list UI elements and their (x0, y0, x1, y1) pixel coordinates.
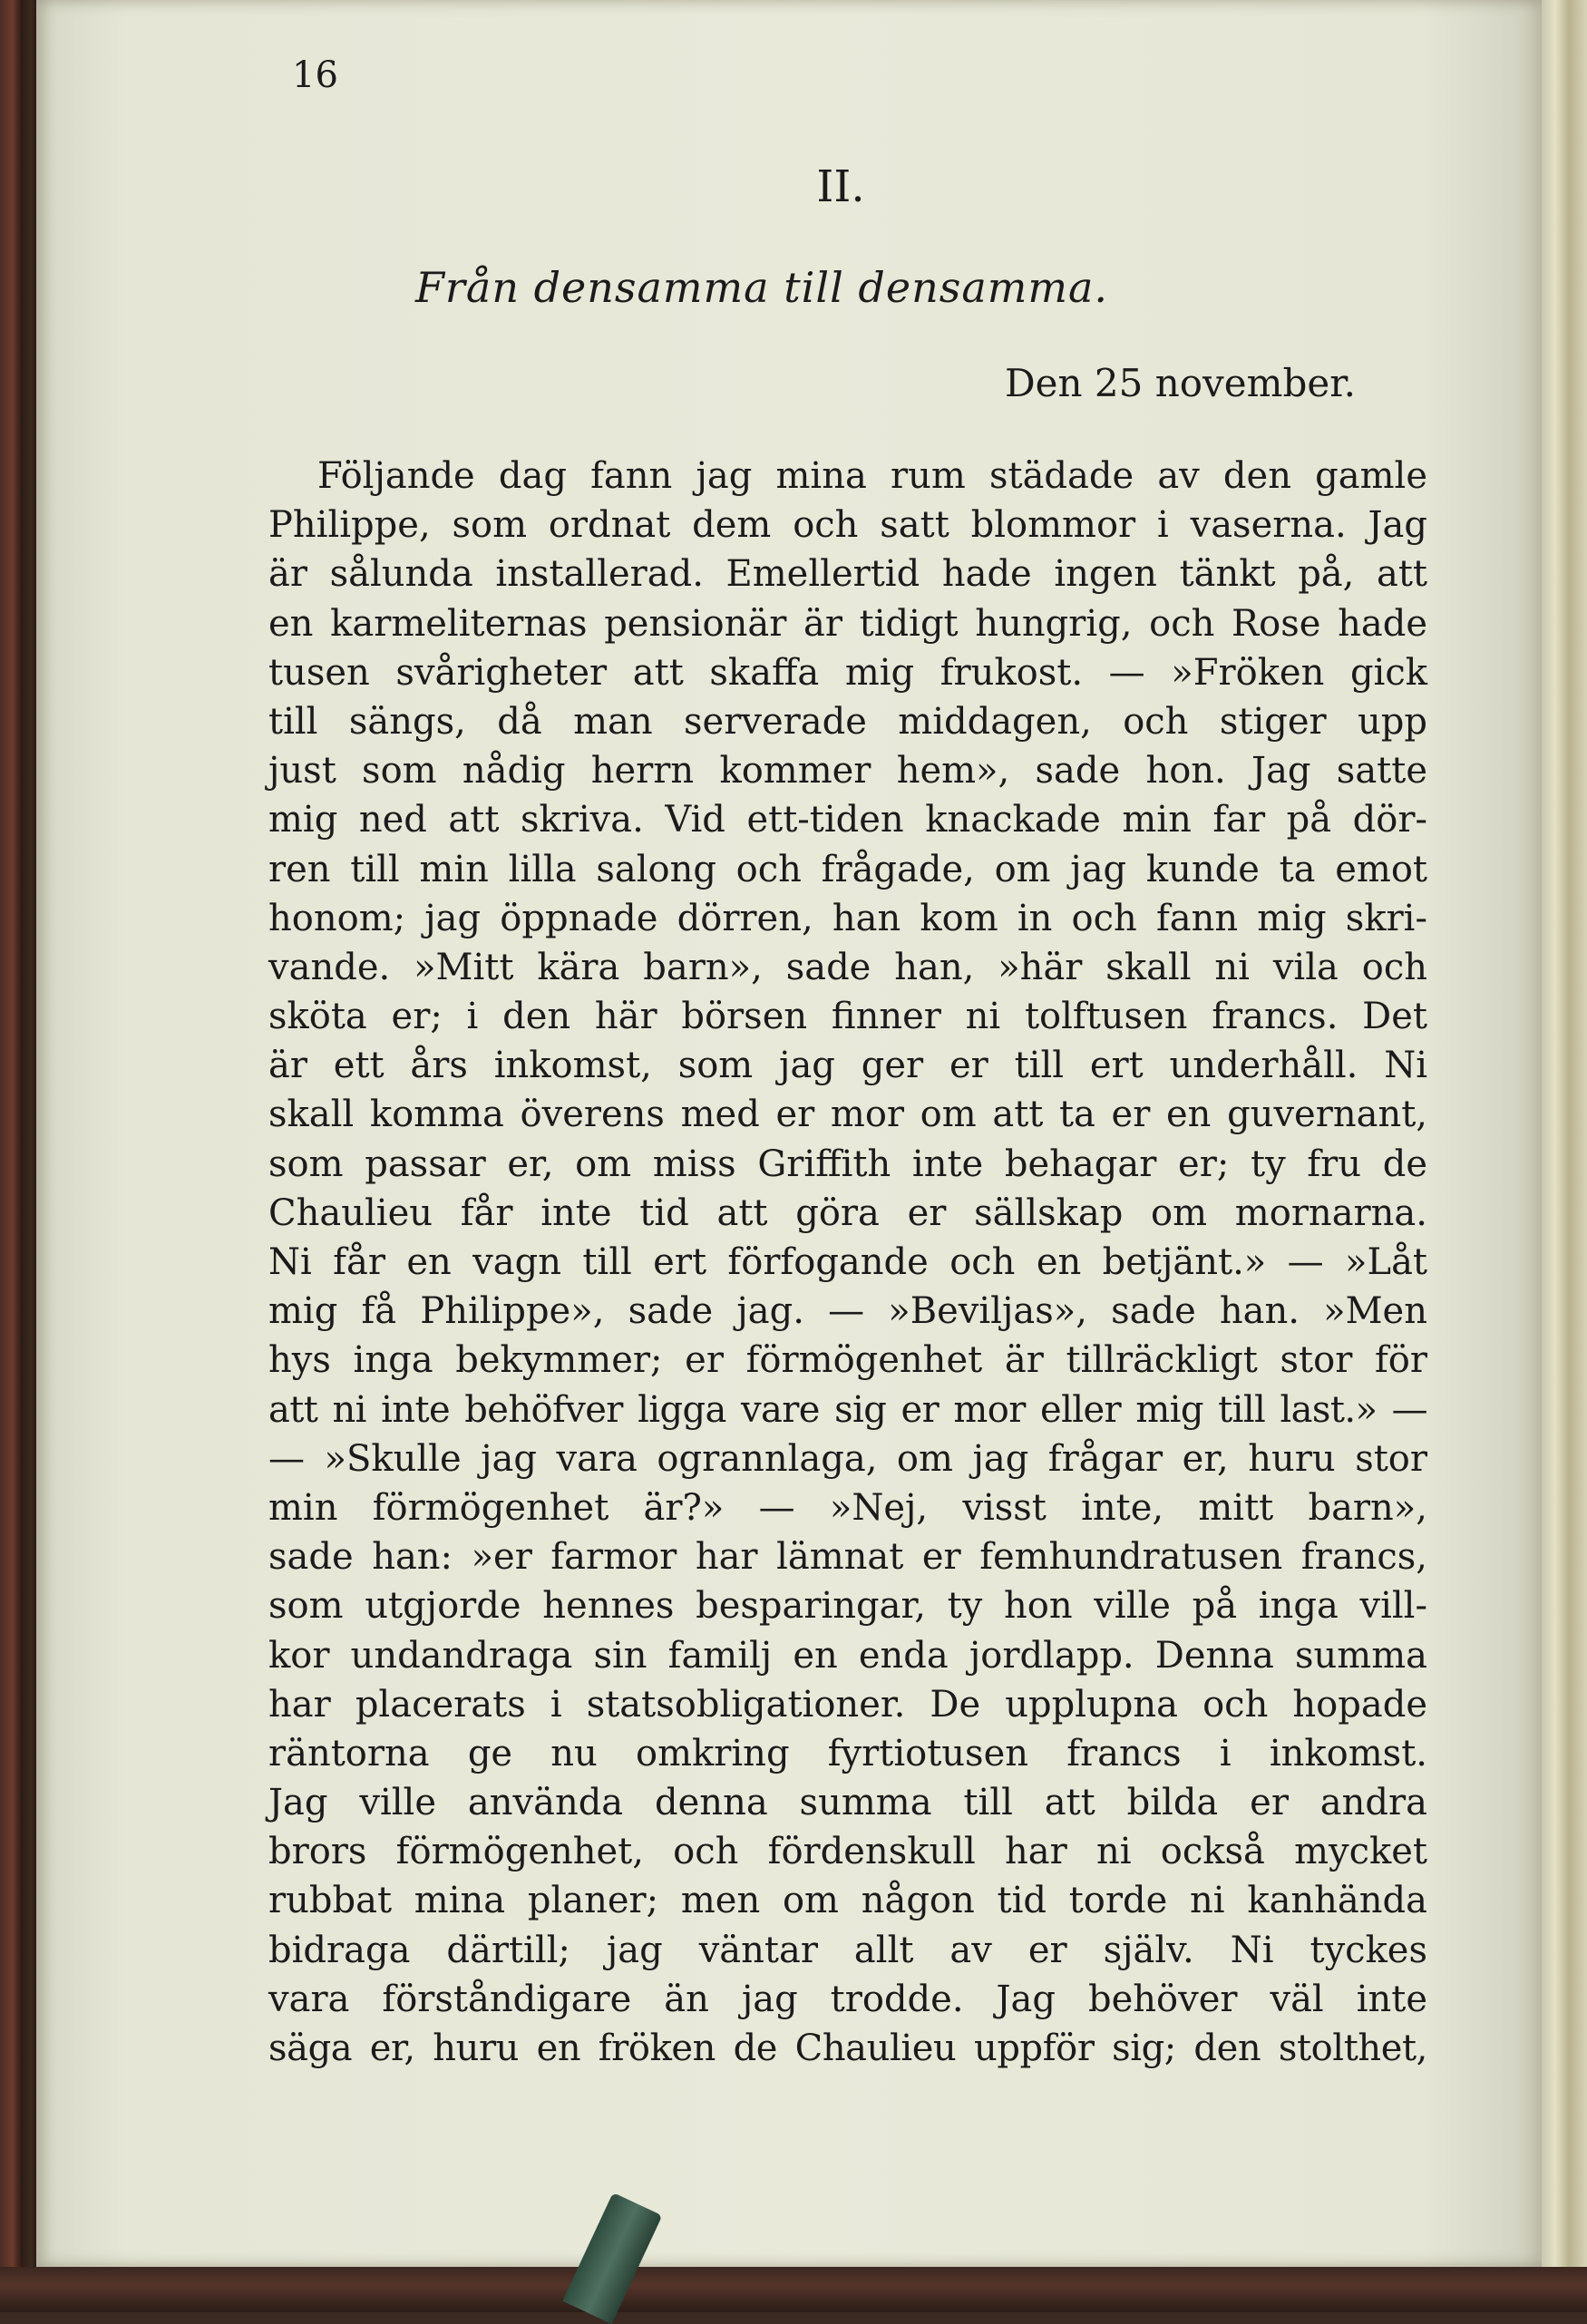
letter-subtitle: Från densamma till densamma. (415, 263, 1109, 312)
body-line: mig ned att skriva. Vid ett-tiden knackade min far på dör- (268, 799, 1427, 841)
body-line: bidraga därtill; jag väntar allt av er själv. Ni tyckes (268, 1929, 1427, 1971)
book-right-edge (1542, 0, 1587, 2312)
body-line: just som nådig herrn kommer hem», sade hon. Jag satte (268, 750, 1427, 792)
body-line: att ni inte behöfver ligga vare sig er mor eller mig till last.» — (268, 1388, 1427, 1431)
chapter-heading (0, 161, 1587, 212)
body-line: tusen svårigheter att skaffa mig frukost. — »Fröken gick (268, 651, 1427, 694)
body-line: kor undandraga sin familj en enda jordlapp. Denna summa (268, 1634, 1427, 1677)
chapter-number: II. (816, 161, 865, 212)
body-line: min förmögenhet är?» — »Nej, visst inte, mitt barn», (268, 1486, 1427, 1529)
body-line: en karmeliternas pensionär är tidigt hungrig, och Rose hade (268, 602, 1427, 645)
body-line: Jag ville använda denna summa till att bilda er andra (268, 1782, 1427, 1824)
body-text (268, 452, 1427, 2073)
body-line: sköta er; i den här börsen finner ni tolftusen francs. Det (268, 996, 1427, 1038)
body-line: vara förståndigare än jag trodde. Jag behöver väl inte (268, 1978, 1427, 2020)
body-line: som passar er, om miss Griffith inte behagar er; ty fru de (268, 1143, 1427, 1185)
page-number: 16 (292, 54, 338, 96)
body-line: är ett års inkomst, som jag ger er till ert underhåll. Ni (268, 1045, 1427, 1087)
body-line: mig få Philippe», sade jag. — »Beviljas», sade han. »Men (268, 1290, 1427, 1333)
body-line: sade han: »er farmor har lämnat er femhundratusen francs, (268, 1536, 1427, 1579)
body-line: honom; jag öppnade dörren, han kom in och fann mig skri- (268, 897, 1427, 939)
body-line: är sålunda installerad. Emellertid hade ingen tänkt på, att (268, 553, 1427, 596)
body-line: hys inga bekymmer; er förmögenhet är tillräckligt stor för (268, 1339, 1427, 1382)
body-line: rubbat mina planer; men om någon tid torde ni kanhända (268, 1880, 1427, 1922)
body-line: säga er, huru en fröken de Chaulieu uppför sig; den stolthet, (268, 2027, 1427, 2069)
body-line: Philippe, som ordnat dem och satt blommor i vaserna. Jag (268, 504, 1427, 547)
body-line: skall komma överens med er mor om att ta er en guvernant, (268, 1094, 1427, 1136)
body-line: Chaulieu får inte tid att göra er sällskap om mornarna. (268, 1191, 1427, 1234)
book-bottom-edge (0, 2267, 1587, 2312)
body-line: har placerats i statsobligationer. De upplupna och hopade (268, 1683, 1427, 1726)
letter-date: Den 25 november. (1005, 361, 1357, 405)
body-line: Ni får en vagn till ert förfogande och en betjänt.» — »Låt (268, 1241, 1427, 1283)
body-line: vande. »Mitt kära barn», sade han, »här skall ni vila och (268, 946, 1427, 988)
body-line: ren till min lilla salong och frågade, om jag kunde ta emot (268, 848, 1427, 890)
body-line: räntorna ge nu omkring fyrtiotusen francs i inkomst. (268, 1732, 1427, 1775)
body-line: — »Skulle jag vara ogrannlaga, om jag frågar er, huru stor (268, 1437, 1427, 1480)
body-line: brors förmögenhet, och fördenskull har ni också mycket (268, 1831, 1427, 1873)
body-line: Följande dag fann jag mina rum städade av den gamle (317, 455, 1427, 497)
body-line: till sängs, då man serverade middagen, och stiger upp (268, 700, 1427, 743)
body-line: som utgjorde hennes besparingar, ty hon ville på inga vill- (268, 1585, 1427, 1628)
